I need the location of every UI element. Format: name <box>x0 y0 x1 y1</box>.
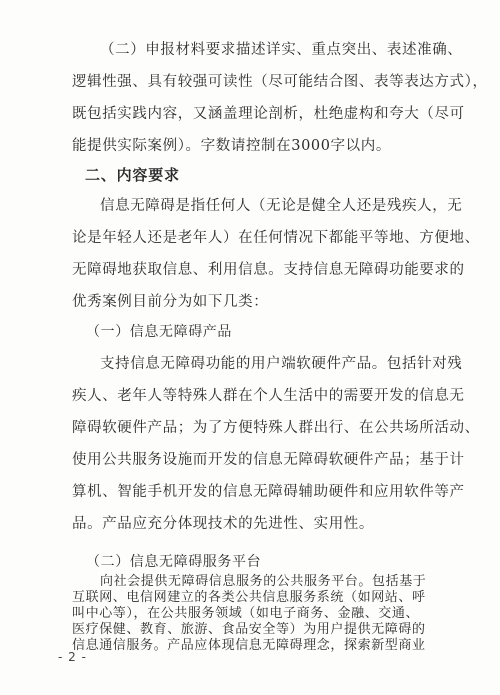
intro-line-4: 能提供实际案例）。字数请控制在3000字以内。 <box>72 138 391 154</box>
intro-line-1: （二）申报材料要求描述详实、重点突出、表述准确、 <box>100 42 463 58</box>
category-two-line-4: 医疗保健、教育、旅游、食品安全等）为用户提供无障碍的 <box>72 622 426 637</box>
category-one-line-3: 障碍软硬件产品；为了方便特殊人群出行、在公共场所活动、 <box>72 420 480 436</box>
intro-line-3: 既包括实践内容，又涵盖理论剖析，杜绝虚构和夸大（尽可 <box>72 106 465 122</box>
category-one-line-2: 疾人、老年人等特殊人群在个人生活中的需要开发的信息无 <box>72 388 465 404</box>
category-two-line-3: 叫中心等），在公共服务领域（如电子商务、金融、交通、 <box>72 606 420 621</box>
intro-line-2: 逻辑性强、具有较强可读性（尽可能结合图、表等表达方式）， <box>72 74 488 90</box>
page-number: - 2 - <box>58 650 87 664</box>
section-intro-line-1: 信息无障碍是指任何人（无论是健全人还是残疾人，无 <box>100 198 463 214</box>
category-two-title: （二）信息无障碍服务平台 <box>86 554 262 570</box>
section-intro-line-3: 无障碍地获取信息、利用信息。支持信息无障碍功能要求的 <box>72 262 465 278</box>
section-intro-line-4: 优秀案例目前分为如下几类： <box>72 294 269 310</box>
section-heading: 二、内容要求 <box>85 166 180 184</box>
category-one-line-5: 算机、智能手机开发的信息无障碍辅助硬件和应用软件等产 <box>72 484 465 500</box>
category-two-line-5: 信息通信服务。产品应体现信息无障碍理念，探索新型商业 <box>72 638 426 653</box>
section-intro-line-2: 论是年轻人还是老年人）在任何情况下都能平等地、方便地、 <box>72 230 480 246</box>
category-one-title: （一）信息无障碍产品 <box>86 324 232 340</box>
category-one-line-4: 使用公共服务设施而开发的信息无障碍软硬件产品；基于计 <box>72 452 465 468</box>
category-one-line-1: 支持信息无障碍功能的用户端软硬件产品。包括针对残 <box>100 356 463 372</box>
category-two-line-1: 向社会提供无障碍信息服务的公共服务平台。包括基于 <box>100 574 427 589</box>
category-two-line-2: 互联网、电信网建立的各类公共信息服务系统（如网站、呼 <box>72 590 426 605</box>
category-one-line-6: 品。产品应充分体现技术的先进性、实用性。 <box>72 516 374 532</box>
